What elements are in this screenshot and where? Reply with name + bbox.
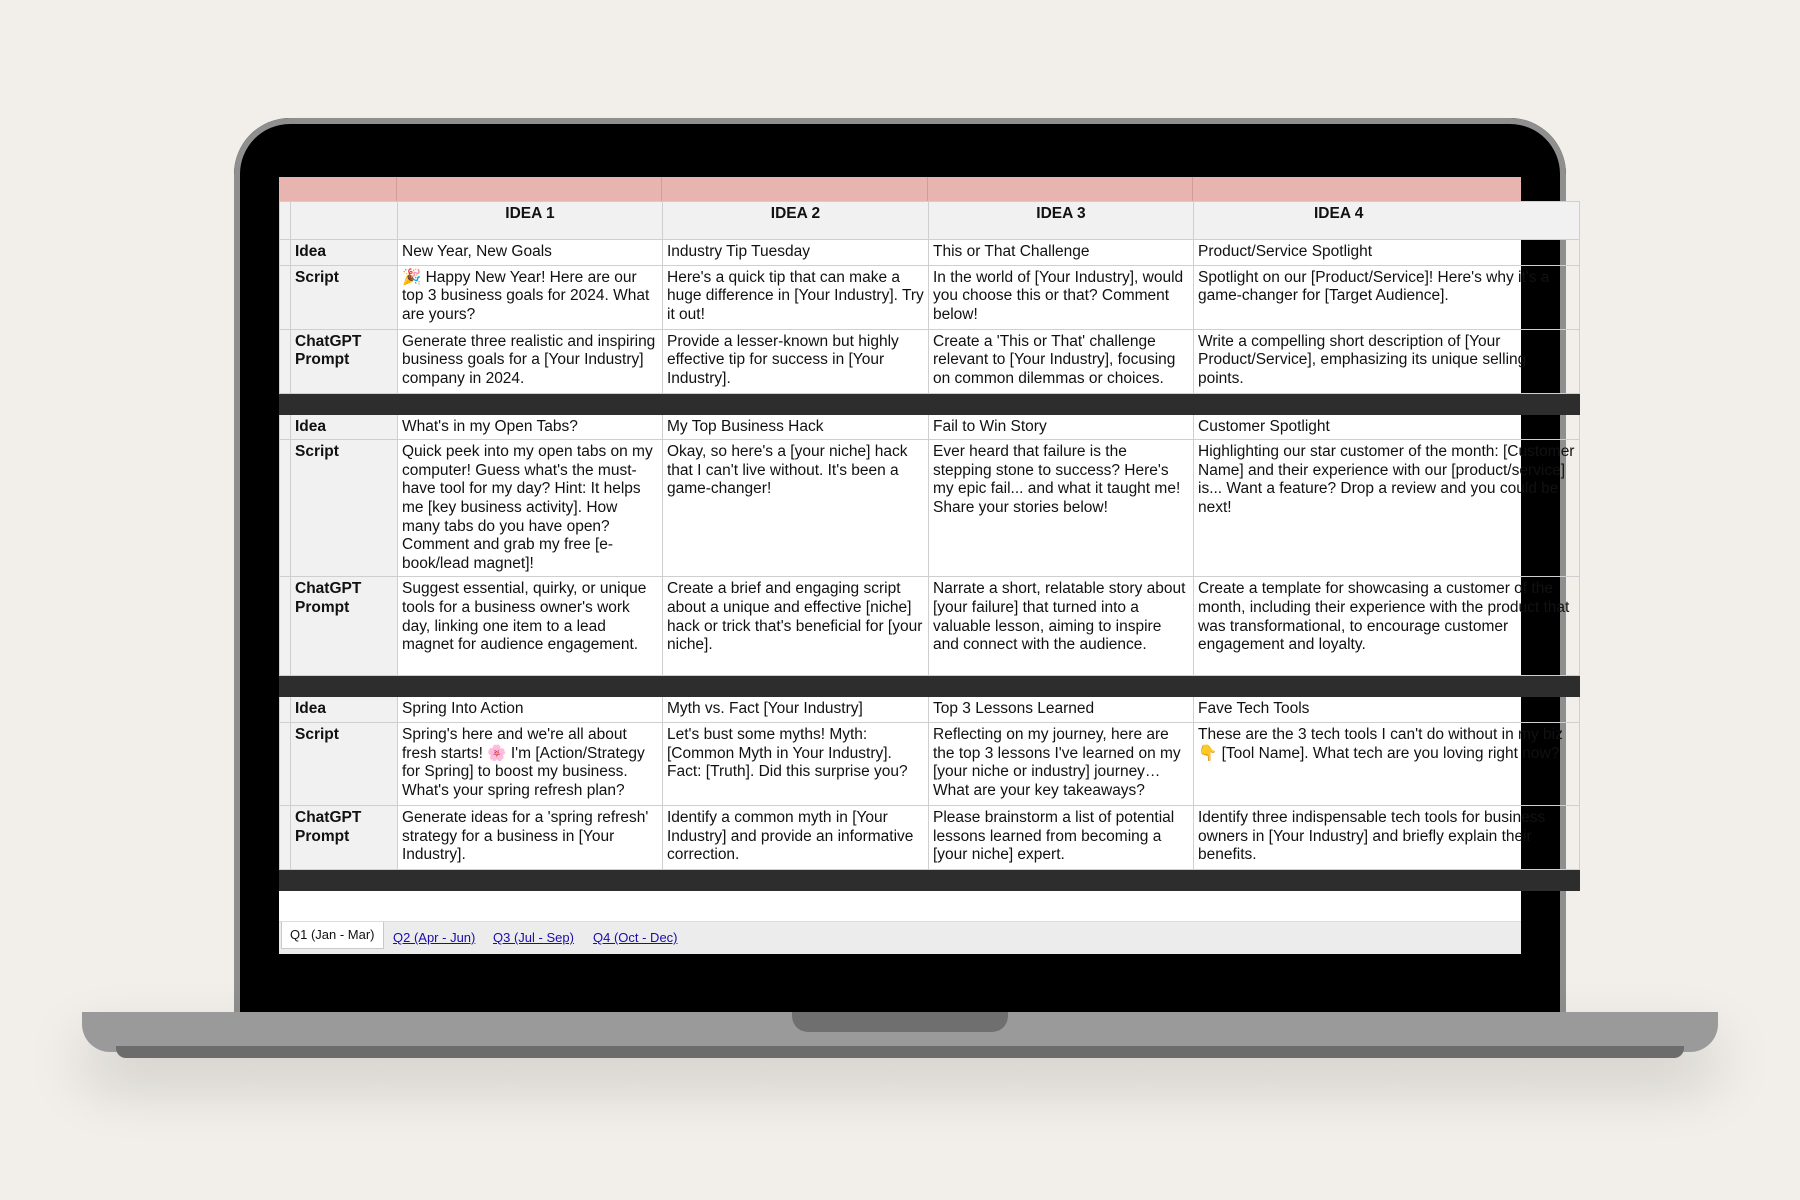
- cell[interactable]: In the world of [Your Industry], would you choose this or that? Comment below!: [929, 265, 1194, 329]
- cell[interactable]: What's in my Open Tabs?: [398, 414, 663, 440]
- row-label-idea: Idea: [291, 697, 398, 723]
- cell[interactable]: Please brainstorm a list of potential lessons learned from becoming a [your niche] expert.: [929, 805, 1194, 869]
- idea-row: [280, 414, 1580, 440]
- cell[interactable]: Identify a common myth in [Your Industry] and provide an informative correction.: [663, 805, 929, 869]
- cell[interactable]: New Year, New Goals: [398, 240, 663, 266]
- cell[interactable]: These are the 3 tech tools I can't do without in my biz 👇 [Tool Name]. What tech are you loving right now?: [1194, 722, 1580, 805]
- separator-row: [280, 869, 1580, 890]
- row-label-script: Script: [291, 265, 398, 329]
- cell[interactable]: Spring's here and we're all about fresh starts! 🌸 I'm [Action/Strategy for Spring] to boost my business. What's your spring refresh plan?: [398, 722, 663, 805]
- idea-row: [280, 240, 1580, 266]
- column-header[interactable]: IDEA 3: [929, 202, 1194, 240]
- spreadsheet-screen: [279, 177, 1575, 953]
- row-label-prompt: ChatGPT Prompt: [291, 577, 398, 676]
- script-row: [280, 440, 1580, 577]
- row-label-prompt: ChatGPT Prompt: [291, 805, 398, 869]
- script-row: [280, 722, 1580, 805]
- prompt-row: [280, 329, 1580, 393]
- cell[interactable]: Generate ideas for a 'spring refresh' strategy for a business in [Your Industry].: [398, 805, 663, 869]
- idea-row: [280, 697, 1580, 723]
- cell[interactable]: Create a 'This or That' challenge relevant to [Your Industry], focusing on common dilemmas or choices.: [929, 329, 1194, 393]
- cell[interactable]: Spring Into Action: [398, 697, 663, 723]
- cell[interactable]: Spotlight on our [Product/Service]! Here's why it's a game-changer for [Target Audience].: [1194, 265, 1580, 329]
- row-label-idea: Idea: [291, 414, 398, 440]
- cell[interactable]: Create a template for showcasing a customer of the month, including their experience with the product that was transformational, to encourage customer engagement and loyalty.: [1194, 577, 1580, 676]
- separator-row: [280, 676, 1580, 697]
- cell[interactable]: Reflecting on my journey, here are the top 3 lessons I've learned on my [your niche or industry] journey… What are your key takeaways?: [929, 722, 1194, 805]
- row-label-prompt: ChatGPT Prompt: [291, 329, 398, 393]
- content-grid: [279, 201, 1580, 891]
- cell[interactable]: Industry Tip Tuesday: [663, 240, 929, 266]
- sheet-tab-q1[interactable]: Q1 (Jan - Mar): [281, 922, 384, 949]
- header-row: [280, 202, 1580, 240]
- laptop-base-edge: [116, 1046, 1684, 1058]
- cell[interactable]: This or That Challenge: [929, 240, 1194, 266]
- prompt-row: [280, 805, 1580, 869]
- script-row: [280, 265, 1580, 329]
- cell[interactable]: Fail to Win Story: [929, 414, 1194, 440]
- column-header[interactable]: IDEA 2: [663, 202, 929, 240]
- row-label-idea: Idea: [291, 240, 398, 266]
- cell[interactable]: Fave Tech Tools: [1194, 697, 1580, 723]
- cell[interactable]: 🎉 Happy New Year! Here are our top 3 business goals for 2024. What are yours?: [398, 265, 663, 329]
- column-header[interactable]: IDEA 4: [1194, 202, 1580, 240]
- cell[interactable]: Ever heard that failure is the stepping stone to success? Here's my epic fail... and what it taught me! Share your stories below!: [929, 440, 1194, 577]
- cell[interactable]: Create a brief and engaging script about a unique and effective [niche] hack or trick that's beneficial for [your niche].: [663, 577, 929, 676]
- separator-row: [280, 393, 1580, 414]
- row-label-script: Script: [291, 722, 398, 805]
- sheet-tab-q2[interactable]: Q2 (Apr - Jun): [393, 930, 476, 945]
- cell[interactable]: Generate three realistic and inspiring business goals for a [Your Industry] company in 2024.: [398, 329, 663, 393]
- cell[interactable]: Customer Spotlight: [1194, 414, 1580, 440]
- cell[interactable]: Identify three indispensable tech tools for business owners in [Your Industry] and briefly explain their benefits.: [1194, 805, 1580, 869]
- row-label-script: Script: [291, 440, 398, 577]
- header-corner: [291, 202, 398, 240]
- sheet-tab-q4[interactable]: Q4 (Oct - Dec): [593, 930, 678, 945]
- cell[interactable]: Highlighting our star customer of the month: [Customer Name] and their experience with our [product/service] is... Want a feature? Drop a review and you could be next!: [1194, 440, 1580, 577]
- row-gutter: [280, 202, 291, 240]
- header-band: [279, 177, 1521, 201]
- cell[interactable]: Let's bust some myths! Myth: [Common Myth in Your Industry]. Fact: [Truth]. Did this surprise you?: [663, 722, 929, 805]
- cell[interactable]: Quick peek into my open tabs on my computer! Guess what's the must-have tool for my day? Hint: It helps me [key business activity]. How many tabs do you have open? Comment and grab my free [e-book/lead magnet]!: [398, 440, 663, 577]
- cell[interactable]: My Top Business Hack: [663, 414, 929, 440]
- cell[interactable]: Write a compelling short description of [Your Product/Service], emphasizing its unique selling points.: [1194, 329, 1580, 393]
- cell[interactable]: Narrate a short, relatable story about [your failure] that turned into a valuable lesson, aiming to inspire and connect with the audience.: [929, 577, 1194, 676]
- column-header[interactable]: IDEA 1: [398, 202, 663, 240]
- sheet-tab-bar: [279, 921, 1521, 954]
- cell[interactable]: Suggest essential, quirky, or unique tools for a business owner's work day, linking one item to a lead magnet for audience engagement.: [398, 577, 663, 676]
- sheet-tab-q3[interactable]: Q3 (Jul - Sep): [493, 930, 574, 945]
- cell[interactable]: Top 3 Lessons Learned: [929, 697, 1194, 723]
- laptop-notch: [792, 1012, 1008, 1032]
- cell[interactable]: Here's a quick tip that can make a huge difference in [Your Industry]. Try it out!: [663, 265, 929, 329]
- prompt-row: [280, 577, 1580, 676]
- cell[interactable]: Product/Service Spotlight: [1194, 240, 1580, 266]
- cell[interactable]: Okay, so here's a [your niche] hack that I can't live without. It's been a game-changer!: [663, 440, 929, 577]
- cell[interactable]: Provide a lesser-known but highly effective tip for success in [Your Industry].: [663, 329, 929, 393]
- cell[interactable]: Myth vs. Fact [Your Industry]: [663, 697, 929, 723]
